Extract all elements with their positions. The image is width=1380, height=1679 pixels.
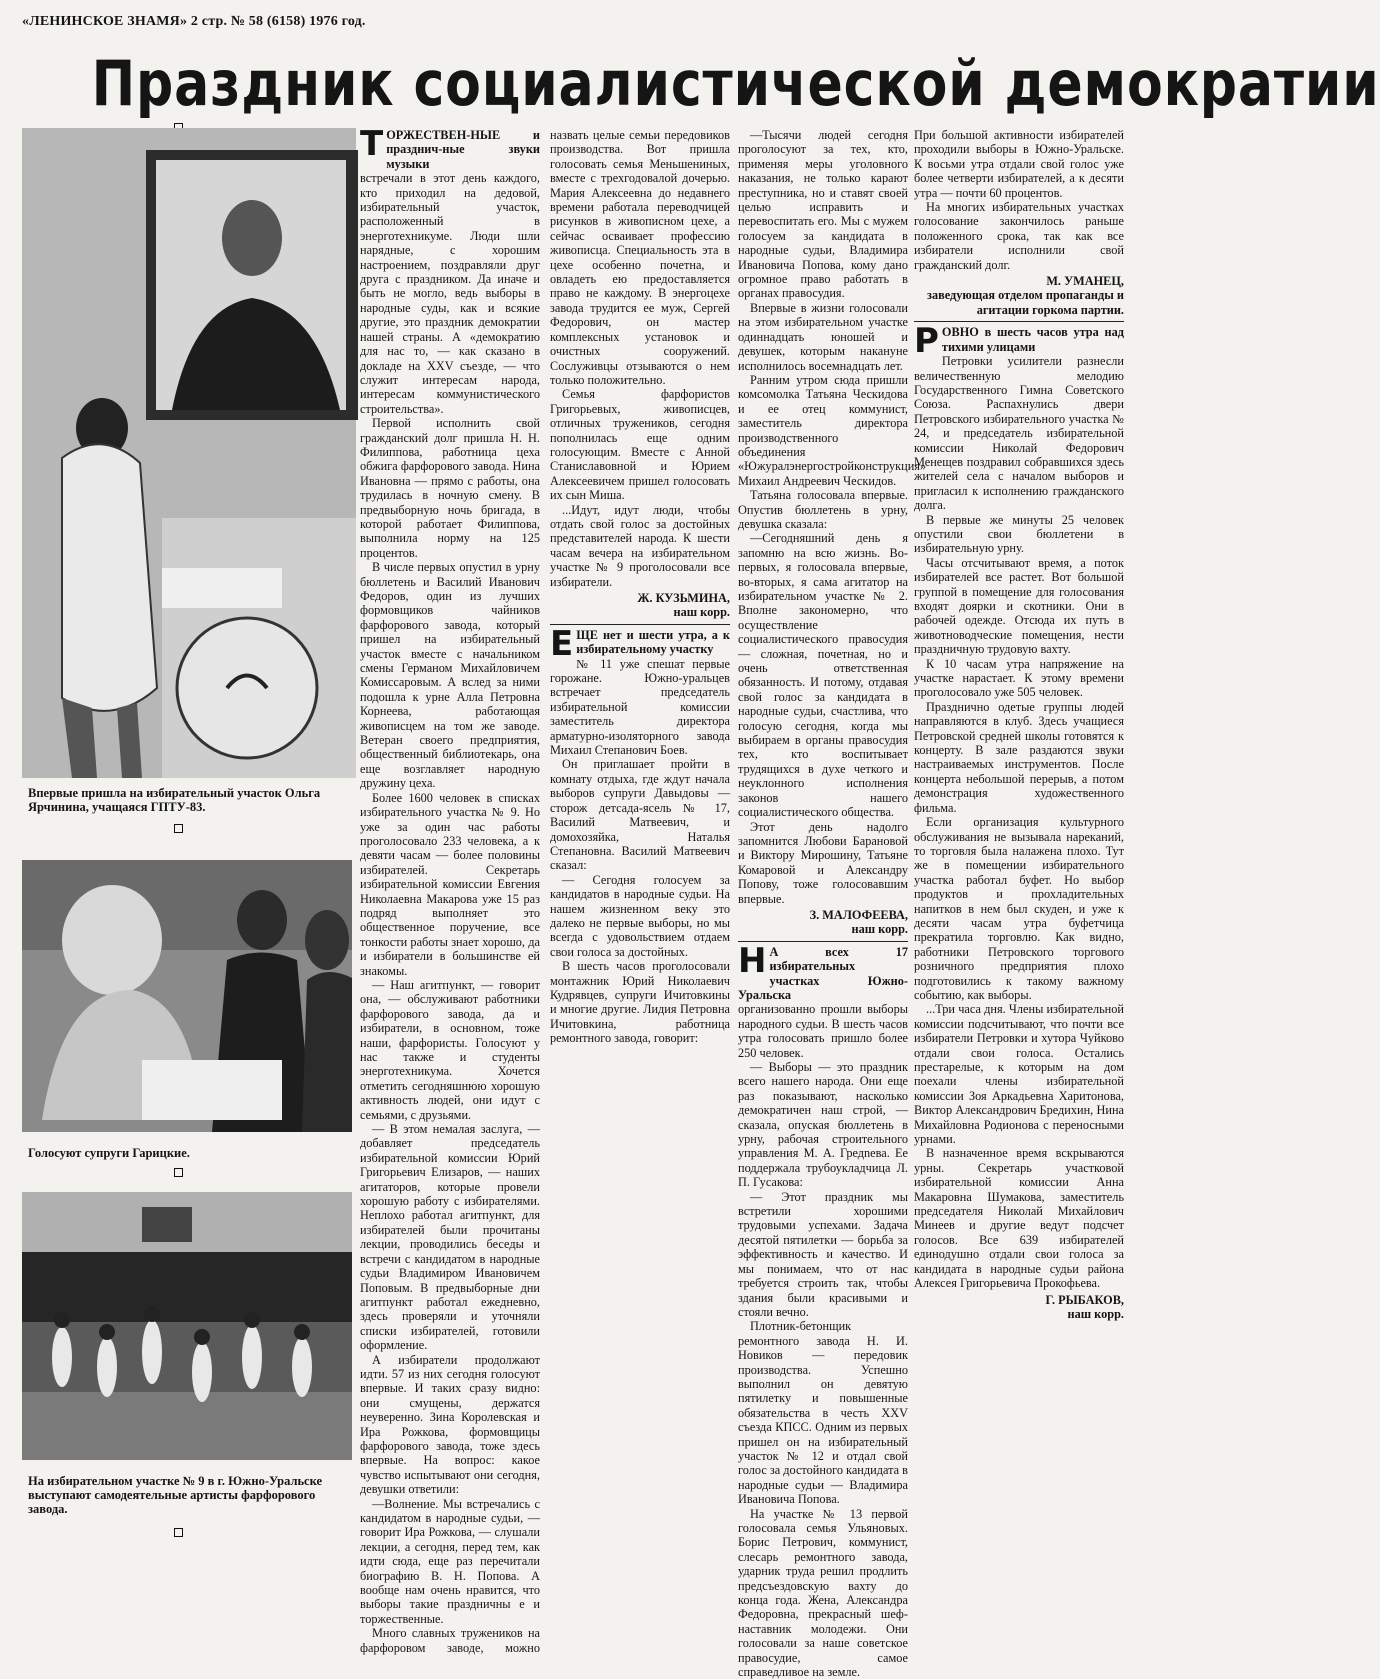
author-name: Г. РЫБАКОВ, — [1045, 1292, 1124, 1307]
photo-couple-voting — [22, 860, 352, 1132]
paragraph: А избиратели продолжают идти. 57 из них сегодня голосуют впервые. И таких сразу видно: они смущены, держатся неуверенно. Зина Королевская и Ира Рожкова, формовщицы фарфорового завода, тоже здесь впервые. На вопрос: какое чувство испытывают они сегодня, девушки ответили: — [360, 1352, 540, 1497]
paragraph: Празднично одетые группы людей направляются в клуб. Здесь учащиеся Петровской средней школы готовятся к концерту. В зале раздаются звуки настраиваемых инструментов. После концерта небольшой перерыв, а потом демонстрация художественного фильма. — [914, 699, 1124, 815]
section-marker — [174, 824, 183, 833]
headline: Праздник социалистической демократии — [91, 47, 1380, 120]
byline — [914, 274, 1124, 317]
photo-caption: На избирательном участке № 9 в г. Южно-Уральске выступают самодеятельные артисты фарфорового завода. — [28, 1474, 323, 1516]
paragraph: ...Идут, идут люди, чтобы отдать свой голос за достойных представителей народа. К шести часам вечера на избирательном участке № 9 проголосовали все избиратели. — [550, 502, 730, 589]
paragraph: встречали в этот день каждого, кто приходил на дедовой, избирательный участок, расположенный в энерготехникуме. Люди шли нарядные, с хорошим настроением, поздравляли друг друга с праздником. Да иначе и быть не могло, ведь выборы в народные суды, как и всякие другие, это праздник демократии нашей страны. А «демократию для нас то, — как сказано в докладе на XXV съезде, — что служит интересам народа, интересам коммунистического строительства». — [360, 171, 540, 416]
photo-caption: Впервые пришла на избирательный участок Ольга Ярчинина, учащаяся ГПТУ-83. — [28, 786, 321, 814]
author-role: заведующая отделом пропаганды и агитации горкома партии. — [927, 288, 1124, 317]
paragraph: — Этот праздник мы встретили хорошими трудовыми успехами. Задача десятой пятилетки — борьба за эффективность и качество. И мы понимаем, что от нас требуется строить так, чтобы здания были красивыми и стояли вечно. — [738, 1189, 908, 1319]
byline — [738, 908, 908, 937]
byline — [550, 591, 730, 620]
divider — [550, 624, 730, 625]
article-malofeeva — [738, 128, 927, 1679]
section-marker — [174, 1168, 183, 1177]
paragraph: На многих избирательных участках голосование закончилось раньше положенного срока, так как все избиратели исполнили свой гражданский долг. — [914, 200, 1124, 272]
paragraph: —Волнение. Мы встречались с кандидатом в народные судьи, — говорит Ира Рожкова, — слушали лекции, а сегодня, перед тем, как идти сюда, еще раз перечитали биографию В. Н. Попова. А вообще нам очень нравится, что выборы такие праздничны е и торжественные. — [360, 1496, 540, 1626]
drop-cap: Р — [914, 321, 939, 362]
paragraph: В числе первых опустил в урну бюллетень и Василий Иванович Федоров, один из лучших формовщиков чайников фарфорового завода, который пришел на избирательный участок вместе с начальником смены Германом Михайловичем Комиссаровым. А вслед за ними подошла к урне Алла Петровна Корнеева, работающая живописцем на том же заводе. Ветеран своего предприятия, общественный библиотекарь, она еще возглавляет народную дружину цеха. — [360, 560, 540, 791]
article-lead: ЩЕ нет и шести утра, а к избирательному участку — [576, 627, 730, 657]
paragraph: В назначенное время вскрываются урны. Секретарь участковой избирательной комиссии Анна Макаровна Шумакова, заместитель председателя Николай Михайлович Минеев и другие ведут подсчет голосов. Все 639 избирателей единодушно отдали свои голоса за кандидата в народные судьи района Алексея Григорьевича Прокофьева. — [914, 1146, 1124, 1291]
article-lead: ОРЖЕСТВЕН-НЫЕ и празднич-ные звуки музыки — [386, 128, 540, 171]
divider — [914, 321, 1124, 322]
paragraph: Первой исполнить свой гражданский долг пришла Н. Н. Филиппова, работница цеха обжига фарфорового завода. Нина Ивановна — прямо с работы, она трудилась в ночную смену. В предвыборную ночь бригада, в которой работает Филиппова, выполнила норму на 125 процентов. — [360, 416, 540, 560]
paragraph: Впервые в жизни голосовали на этом избирательном участке одиннадцать юношей и девушек, которым накануне исполнилось восемнадцать лет. — [738, 300, 908, 373]
drop-cap: Е — [550, 623, 574, 664]
paragraph: На участке № 13 первой голосовала семья Ульяновых. Борис Петрович, коммунист, слесарь ремонтного завода, ударник труда решил продлить предсъездовскую вахту до конца года. Жена, Александра Федоровна, прекрасный шеф-наставник молодежи. Они голосовали за наше советское правосудие, самое справедливое на земле. — [738, 1506, 908, 1679]
paragraph: —Сегодняшний день я запомню на всю жизнь. Во-первых, я голосовала впервые, во-вторых, я сама агитатор на избирательном участке № 2. Вполне закономерно, что осуществление социалистического правосудия — сложная, почетная, но и очень ответственная обязанность. И потому, отдавая свой голос за кандидата в народные судьи, счастлива, что голосую сегодня, когда мы выбираем в органы правосудия тех, кто воспитывает трудящихся в духе четкого и неуклонного исполнения законов нашего социалистического общества. — [738, 531, 908, 820]
photo-voter-girl — [22, 128, 356, 778]
paragraph: Ранним утром сюда пришли комсомолка Татьяна Ческидова и ее отец коммунист, заместитель директора производственного объединения «Южуралэнергостройконструкция» Михаил Андреевич Ческидов. — [738, 372, 927, 488]
paragraph: В первые же минуты 25 человек опустили свои бюллетени в избирательную урну. — [914, 512, 1124, 556]
article-rybakov — [914, 128, 1124, 1658]
section-marker — [174, 1528, 183, 1537]
paragraph: Петровки усилители разнесли величественную мелодию Государственного Гимна Советского Союза. Распахнулись двери Петровского избирательного участка № 24, и председатель избирательной комиссии Николай Федорович Менещев поздравил собравшихся здесь жителей села с началом выборов и пригласил к исполнению гражданского долга. — [914, 354, 1124, 513]
photo-caption: Голосуют супруги Гарицкие. — [28, 1146, 190, 1160]
paragraph: Семья фарфористов Григорьевых, живописцев, отличных тружеников, сегодня пополнилась еще одним голосующим. Вместе с Анной Станиславовной и Юрием Алексеевичем пришел голосовать их сын Миша. — [550, 387, 730, 503]
paragraph: ...Три часа дня. Члены избирательной комиссии подсчитывают, что почти все избиратели Петровки и хутора Чуйково отдали свои голоса. Остались престарелые, к которым на дом поехали члены избирательной комиссии Зоя Аркадьевна Харитонова, Виктор Александрович Бредихин, Нина Михайловна Родионова с переносными урнами. — [914, 1002, 1124, 1147]
article-lead: А всех 17 избирательных участках Южно-Уральска — [738, 944, 908, 1002]
paragraph: К 10 часам утра напряжение на участке нарастает. К этому времени проголосовало уже 505 человек. — [914, 656, 1124, 700]
masthead: «ЛЕНИНСКОЕ ЗНАМЯ» 2 стр. № 58 (6158) 1976 год. — [22, 14, 366, 29]
byline — [914, 1293, 1124, 1322]
paragraph: —Тысячи людей сегодня проголосуют за тех, кто, применяя меры уголовного наказания, не только карают преступника, но и ставят своей целью исправить и перевоспитать его. Мы с мужем голосуем за кандидата в народные судьи, Владимира Ивановича Попова, кому дано огромное право работать в органах правосудия. — [738, 128, 908, 301]
paragraph: Этот день надолго запомнится Любови Барановой и Виктору Мирошину, Татьяне Комаровой и Александру Попову, тоже голосовавшим впервые. — [738, 819, 908, 906]
author-name: З. МАЛОФЕЕВА, — [809, 907, 908, 922]
drop-cap: Т — [360, 124, 384, 164]
paragraph: — В этом немалая заслуга, — добавляет председатель избирательной комиссии Юрий Григорьевич Елизаров, — наших агитаторов, которые провели хорошую работу с избирателями. Неплохо работал агитпункт, для избирателей были прочитаны лекции, проводились беседы и встречи с кандидатом в народные судьи Владимиром Ивановичем Поповым. В предвыборные дни агитпункт работал ежедневно, здесь проверяли и уточняли списки избирателей, готовили оформление. — [360, 1122, 540, 1353]
paragraph: Он приглашает пройти в комнату отдыха, где ждут начала выборов супруги Давыдовы — сторож детсада-ясель № 17, Василий Матвеевич, и домохозяйка, Наталья Степановна. Василий Матвеевич сказал: — [550, 757, 730, 873]
paragraph: — Выборы — это праздник всего нашего народа. Они еще раз показывают, насколько демократичен наш строй, — сказала, опуская бюллетень в урну, рабочая строительного управления М. А. Гредnева. Ее поддержала трубоукладчица Л. П. Гусакова: — [738, 1060, 908, 1190]
author-role: наш корр. — [1067, 1306, 1124, 1321]
paragraph: Много славных тружеников на фарфоровом заводе, можно назвать целые семьи передовиков производства. Вот пришла голосовать семья Меньшениных, вместе с трехгодовалой дочерью. Мария Алексеевна до недавнего времени работала переводчицей рисунков в живописном цехе, а сейчас осваивает профессию живописца. Специальность эта в цехе особенно почетна, и овладеть ею предоставляется право не каждому. В энергоцехе завода трудится ее муж, Сергей Федорович, он мастер комплексных установок и очистных сооружений. Сослуживцы отзываются о нем только положительно. — [360, 128, 730, 1655]
article-kuzmina — [360, 124, 730, 1658]
paragraph: Часы отсчитывают время, а поток избирателей все растет. Вот большой группой в помещение для голосования входят доярки и скотники. Они в рабочей одежде. Отсюда их путь в животноводческие помещения, нести праздничную трудовую вахту. — [914, 555, 1124, 657]
article-lead: ОВНО в шесть часов утра над тихими улицами — [941, 325, 1124, 354]
paragraph: При большой активности избирателей проходили выборы в Южно-Уральске. К восьми утра отдали свой голос уже более четверти избирателей, а к десяти утра — почти 60 процентов. — [914, 128, 1124, 200]
author-role: наш корр. — [673, 605, 730, 620]
paragraph: Более 1600 человек в списках избирательного участка № 9. Но уже за один час работы проголосовало 233 человека, а к девяти часам — более половины избирателей. Секретарь избирательной комиссии Евгения Николаевна Макарова уже 15 раз подряд выполняет это общественное поручение, все тонкости работы знает хорошо, да и избиратели в большинстве ей знакомы. — [360, 790, 540, 978]
paragraph: Плотник-бетонщик ремонтного завода Н. И. Новиков — передовик производства. Успешно выполнил он девятую пятилетку и повышенные обязательства в честь XXV съезда КПСС. Одним из первых пришел он на избирательный участок № 12 и отдал свой голос за достойного кандидата в народные судьи — Владимира Ивановича Попова. — [738, 1319, 908, 1507]
paragraph: организованно прошли выборы народного судьи. В шесть часов утра голосовать пришло более 250 человек. — [738, 1002, 908, 1060]
paragraph: Если организация культурного обслуживания не вызывала нареканий, то торговля была налажена плохо. Тут же в помещении избирательного участка работал буфет. Но выбор продуктов и прохладительных напитков в нем был скуден, и уже к десяти часам утра буфетчица прекратила торговлю. Как видно, работники Петровского торгового розничного предприятия плохо подготовились к такому важному событию, как выборы. — [914, 815, 1124, 1002]
paragraph: — Наш агитпункт, — говорит она, — обслуживают работники фарфорового завода, да и избиратели, в основном, тоже наши, фарфористы. Голосуют у нас также и студенты энерготехникума. Хочется отметить сегодняшнюю хорошую активность людей, они идут с семьями, с друзьями. — [360, 977, 540, 1122]
author-name: М. УМАНЕЦ, — [1046, 274, 1124, 289]
paragraph: В шесть часов проголосовали монтажник Юрий Николаевич Кудрявцев, супруги Ичитовкины и многие другие. Лидия Петровна Ичитовкина, работница ремонтного завода, говорит: — [550, 959, 730, 1046]
paragraph: — Сегодня голосуем за кандидатов в народные судьи. На нашем жизненном веку это далеко не первые выборы, но мы всегда с удовольствием отдаем свои голоса за достойных. — [550, 872, 730, 959]
author-role: наш корр. — [851, 922, 908, 937]
author-name: Ж. КУЗЬМИНА, — [637, 591, 730, 605]
paragraph: № 11 уже спешат первые горожане. Южно-уральцев встречает председатель избирательной комиссии заместитель директора арматурно-изоляторного завода Михаил Степанович Боев. — [550, 656, 730, 758]
paragraph: Татьяна голосовала впервые. Опустив бюллетень в урну, девушка сказала: — [738, 488, 908, 531]
drop-cap: Н — [738, 940, 767, 981]
photo-amateur-artists — [22, 1192, 352, 1460]
